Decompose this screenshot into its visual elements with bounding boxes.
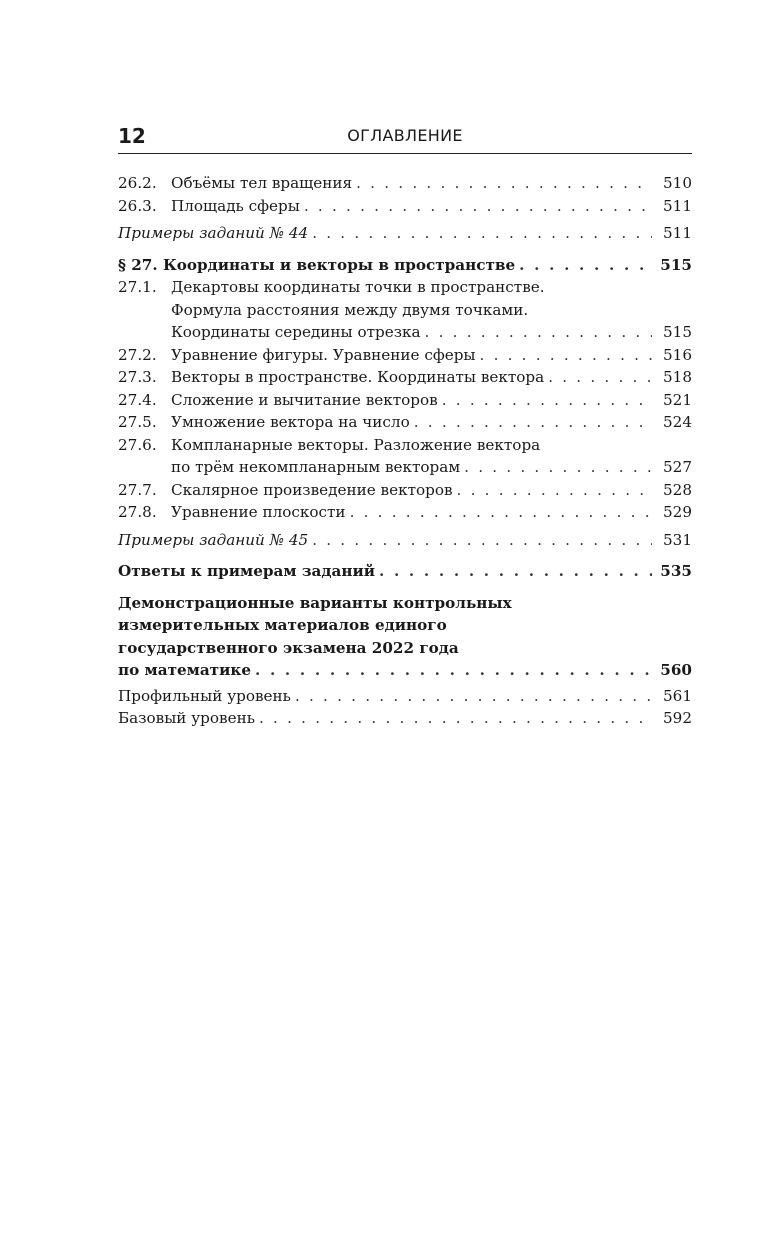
toc-entry-title: Координаты середины отрезка [171, 323, 421, 341]
dot-leader [312, 529, 652, 552]
toc-entry-number: 27.1. [118, 278, 157, 296]
toc-entry-profile-level[interactable] [118, 685, 692, 708]
dot-leader [414, 411, 652, 434]
dot-leader [312, 222, 652, 245]
toc-entry-number: § 27. [118, 255, 158, 274]
toc-entry-demo-variants[interactable] [118, 592, 692, 682]
dot-leader [255, 659, 652, 682]
toc-entry-number: 27.4. [118, 390, 157, 409]
dot-leader [519, 254, 652, 277]
toc-entry-title: Умножение вектора на число [171, 413, 410, 431]
toc-entry-26-2[interactable] [118, 172, 692, 195]
toc-entry-page: 510 [663, 174, 692, 192]
toc-entry-page: 524 [663, 413, 692, 431]
dot-leader [304, 195, 652, 218]
toc-entry-26-3[interactable] [118, 195, 692, 218]
dot-leader [548, 366, 652, 389]
toc-entry-examples-45[interactable] [118, 529, 692, 552]
running-title: ОГЛАВЛЕНИЕ [347, 126, 463, 145]
dot-leader [259, 707, 652, 730]
toc-entry-page: 518 [663, 368, 692, 386]
toc-entry-title: Уравнение фигуры. Уравнение сферы [171, 345, 476, 364]
toc-entry-page: 529 [663, 503, 692, 521]
toc-entry-number: 27.5. [118, 413, 157, 431]
toc-entry-title-line: измерительных материалов единого [118, 616, 447, 634]
toc-entry-title: Примеры заданий № 45 [118, 530, 309, 549]
toc-entry-page: 561 [663, 686, 692, 705]
toc-entry-title: Ответы к примерам заданий [118, 562, 375, 580]
toc-entry-title: Примеры заданий № 44 [118, 224, 309, 242]
dot-leader [356, 172, 652, 195]
header-rule [118, 153, 692, 154]
toc-entry-title: Векторы в пространстве. Координаты вектора [171, 368, 545, 386]
toc-entry-title: Профильный уровень [118, 686, 291, 705]
toc-entry-page: 511 [663, 196, 692, 215]
toc-entry-27-5[interactable] [118, 411, 692, 434]
dot-leader [425, 321, 652, 344]
toc-entry-section-27[interactable] [118, 254, 692, 277]
toc-entry-title: по математике [118, 661, 251, 679]
toc-entry-answers[interactable] [118, 560, 692, 583]
toc-entry-27-1[interactable] [118, 276, 692, 344]
toc-entry-title-line: государственного экзамена 2022 года [118, 638, 459, 657]
toc-entry-27-6[interactable] [118, 434, 692, 479]
toc-entry-page: 528 [663, 480, 692, 499]
toc-entry-number: 26.3. [118, 196, 157, 215]
toc-entry-27-2[interactable] [118, 344, 692, 367]
toc-entry-page: 516 [663, 345, 692, 364]
toc-entry-title: Объёмы тел вращения [171, 174, 353, 192]
toc-entry-page: 560 [660, 661, 692, 679]
toc-entry-title: Уравнение плоскости [171, 503, 346, 521]
toc-entry-base-level[interactable] [118, 707, 692, 730]
toc-entry-title: по трём некомпланарным векторам [171, 458, 461, 476]
toc-entry-title: Базовый уровень [118, 709, 255, 727]
toc-entry-number: 27.8. [118, 503, 157, 521]
toc-entry-number: 27.7. [118, 480, 157, 499]
dot-leader [464, 456, 652, 479]
toc-entry-number: 26.2. [118, 174, 157, 192]
toc-entry-page: 521 [663, 390, 692, 409]
dot-leader [480, 344, 652, 367]
dot-leader [350, 501, 652, 524]
toc-entry-page: 531 [663, 530, 692, 549]
toc-entry-number: 27.2. [118, 345, 157, 364]
toc-entry-title: Сложение и вычитание векторов [171, 390, 438, 409]
toc-entry-number: 27.6. [118, 435, 157, 454]
dot-leader [295, 685, 652, 708]
toc-entry-title: Координаты и векторы в пространстве [162, 255, 516, 274]
page-header [118, 124, 692, 150]
toc-entry-title: Площадь сферы [171, 196, 300, 215]
toc-entry-title: Скалярное произведение векторов [171, 480, 453, 499]
toc-entry-page: 511 [663, 224, 692, 242]
toc-entry-title-line: Компланарные векторы. Разложение вектора [171, 435, 541, 454]
dot-leader [379, 560, 652, 583]
toc-entry-page: 515 [663, 323, 692, 341]
toc-entry-page: 592 [663, 709, 692, 727]
toc-entry-title-line: Декартовы координаты точки в пространстве. [171, 278, 545, 296]
toc-entry-number: 27.3. [118, 368, 157, 386]
dot-leader [457, 479, 652, 502]
toc-entry-page: 515 [660, 255, 692, 274]
toc-entry-examples-44[interactable] [118, 222, 692, 245]
dot-leader [442, 389, 652, 412]
toc-entry-27-7[interactable] [118, 479, 692, 502]
toc-entry-title-line: Формула расстояния между двумя точками. [171, 300, 529, 319]
table-of-contents [118, 172, 692, 730]
toc-entry-page: 535 [660, 562, 692, 580]
page-number: 12 [118, 124, 146, 148]
toc-entry-27-4[interactable] [118, 389, 692, 412]
toc-entry-title-line: Демонстрационные варианты контрольных [118, 593, 512, 612]
toc-entry-page: 527 [663, 458, 692, 476]
toc-entry-27-8[interactable] [118, 501, 692, 524]
toc-entry-27-3[interactable] [118, 366, 692, 389]
